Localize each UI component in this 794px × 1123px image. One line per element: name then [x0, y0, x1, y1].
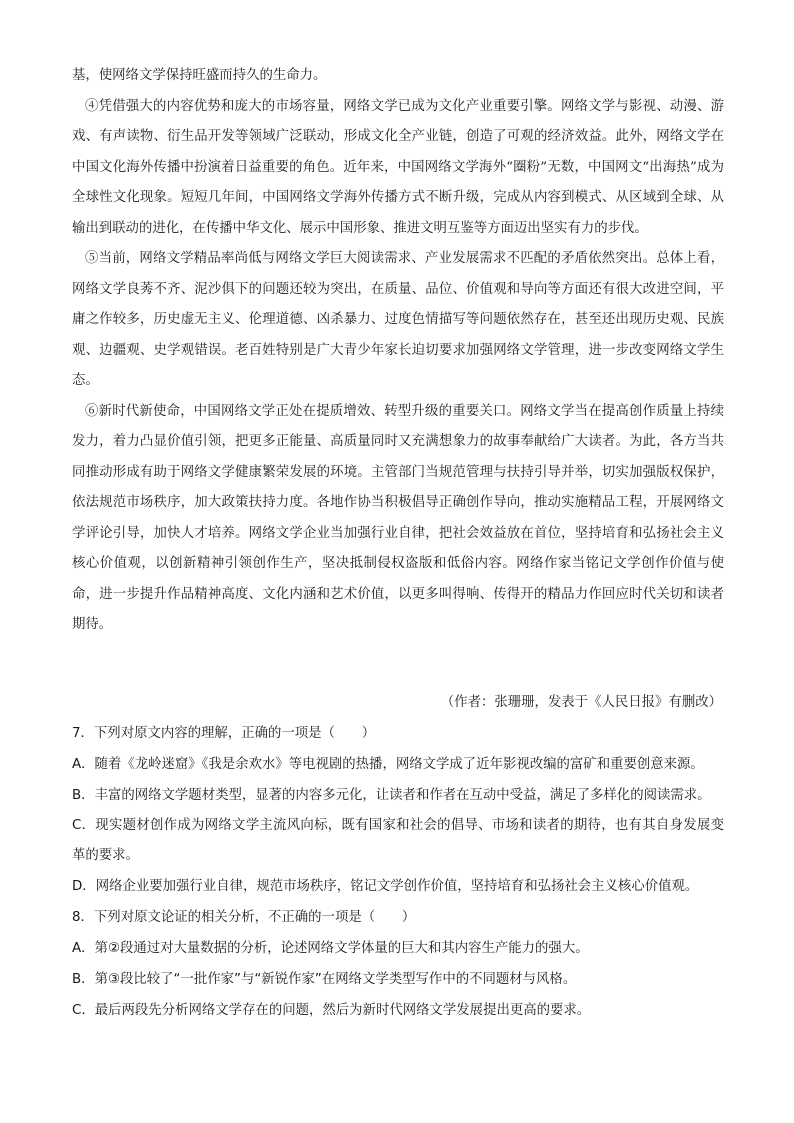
question-7-stem: 7．下列对原文内容的理解，正确的一项是（ ）	[72, 726, 376, 741]
question-7-option-d: D．网络企业要加强行业自律，规范市场秩序，铭记文学创作价值，坚持培育和弘扬社会主义核心价值观。	[72, 879, 699, 894]
paragraph-continued: 基，使网络文学保持旺盛而持久的生命力。	[72, 68, 327, 83]
question-8-option-c: C．最后两段先分析网络文学存在的问题，然后为新时代网络文学发展提出更高的要求。	[72, 1003, 591, 1018]
question-7-option-c: C．现实题材创作成为网络文学主流风向标，既有国家和社会的倡导、市场和读者的期待，也有其自身发展变革的要求。	[72, 818, 724, 863]
question-7-option-a: A．随着《龙岭迷窟》《我是余欢水》等电视剧的热播，网络文学成了近年影视改编的富矿和重要创意来源。	[72, 757, 704, 772]
author-attribution: （作者：张珊珊，发表于《人民日报》有删改）	[440, 695, 722, 710]
question-section	[72, 718, 724, 1026]
question-8-option-b: B．第③段比较了“一批作家”与“新锐作家”在网络文学类型写作中的不同题材与风格。	[72, 972, 577, 987]
question-7-option-b: B．丰富的网络文学题材类型，显著的内容多元化，让读者和作者在互动中受益，满足了多样化的阅读需求。	[72, 788, 711, 803]
reading-passage	[72, 61, 724, 641]
paragraph-4: ④凭借强大的内容优势和庞大的市场容量，网络文学已成为文化产业重要引擎。网络文学与影视、动漫、游戏、有声读物、衍生品开发等领域广泛联动，形成文化全产业链，创造了可观的经济效益。此外，网络文学在中国文化海外传播中扮演着日益重要的角色。近年来，中国网络文学海外“圈粉”无数，中国网文“出海热”成为全球性文化现象。短短几年间，中国网络文学海外传播方式不断升级，完成从内容到模式、从区域到全球、从输出到联动的进化，在传播中华文化、展示中国形象、推进文明互鉴等方面迈出坚实有力的步伐。	[72, 98, 724, 236]
paragraph-5: ⑤当前，网络文学精品率尚低与网络文学巨大阅读需求、产业发展需求不匹配的矛盾依然突出。总体上看，网络文学良莠不齐、泥沙俱下的问题还较为突出，在质量、品位、价值观和导向等方面还有很大改进空间，平庸之作较多，历史虚无主义、伦理道德、凶杀暴力、过度色情描写等问题依然存在，甚至还出现历史观、民族观、边疆观、史学观错误。老百姓特别是广大青少年家长迫切要求加强网络文学管理，进一步改变网络文学生态。	[72, 251, 724, 388]
paragraph-6: ⑥新时代新使命，中国网络文学正处在提质增效、转型升级的重要关口。网络文学当在提高创作质量上持续发力，着力凸显价值引领，把更多正能量、高质量同时又充满想象力的故事奉献给广大读者。为此，各方当共同推动形成有助于网络文学健康繁荣发展的环境。主管部门当规范管理与扶持引导并举，切实加强版权保护，依法规范市场秩序，加大政策扶持力度。各地作协当积极倡导正确创作导向，推动实施精品工程，开展网络文学评论引导，加快人才培养。网络文学企业当加强行业自律，把社会效益放在首位，坚持培育和弘扬社会主义核心价值观，以创新精神引领创作生产，坚决抵制侵权盗版和低俗内容。网络作家当铭记文学创作价值与使命，进一步提升作品精神高度、文化内涵和艺术价值，以更多叫得响、传得开的精品力作回应时代关切和读者期待。	[72, 403, 724, 632]
question-8-option-a: A．第②段通过对大量数据的分析，论述网络文学体量的巨大和其内容生产能力的强大。	[72, 941, 589, 956]
question-8-stem: 8．下列对原文论证的相关分析，不正确的一项是（ ）	[72, 910, 416, 925]
